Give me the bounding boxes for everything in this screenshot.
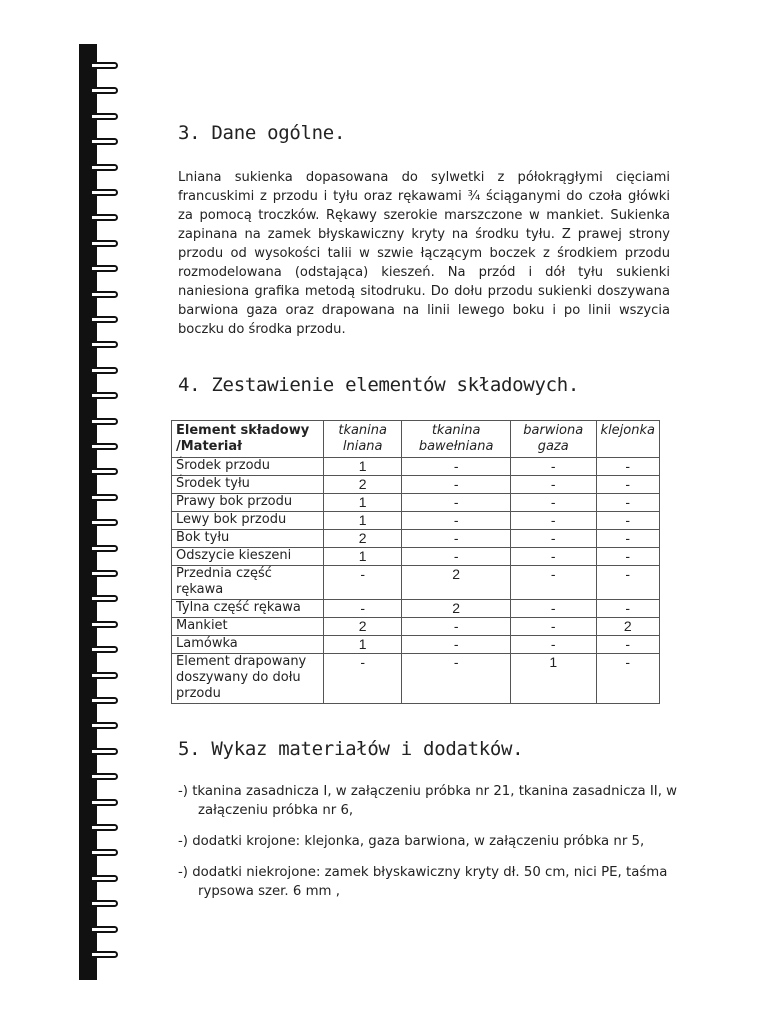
spiral-ring [92,595,118,602]
section-3-paragraph: Lniana sukienka dopasowana do sylwetki z półokrągłymi cięciami francuskimi z przodu i tyłu oraz rękawami ¾ ściąganymi do czoła główki za pomocą troczków. Rękawy szerokie marszczone w mankiet. Sukienka zapinana na zamek błyskawiczny kryty na środku tyłu. Z prawej strony przodu od wysokości talii w szwie łączącym boczek z środkiem przodu rozmodelowana (odstająca) kieszeń. Na przód i dół tyłu sukienki naniesiona grafika metodą sitodruku. Do dołu przodu sukienki doszywana barwiona gaza oraz drapowana na linii lewego boku i po linii wszycia boczku do środka przodu. [178,170,670,337]
quantity-cell: - [596,530,659,548]
section-3-heading: 3. Dane ogólne. [178,122,346,144]
spiral-ring [92,621,118,628]
list-item: -) dodatki niekrojone: zamek błyskawiczny kryty dł. 50 cm, nici PE, taśma rypsowa szer. 6 mm , [178,865,668,899]
quantity-cell: - [510,494,596,512]
quantity-cell: - [596,494,659,512]
spiral-ring [92,545,118,552]
spiral-ring [92,468,118,475]
quantity-cell: 1 [324,636,402,654]
quantity-cell: - [402,636,511,654]
quantity-cell: - [402,548,511,566]
quantity-cell: - [324,654,402,704]
element-name-cell: Mankiet [172,618,324,636]
quantity-cell: - [402,654,511,704]
spiral-ring [92,697,118,704]
spiral-ring [92,138,118,145]
quantity-cell: 2 [324,618,402,636]
spiral-ring [92,672,118,679]
quantity-cell: - [402,512,511,530]
spiral-ring [92,265,118,272]
list-item: -) dodatki krojone: klejonka, gaza barwiona, w załączeniu próbka nr 5, [178,834,645,849]
quantity-cell: 1 [324,494,402,512]
quantity-cell: - [324,566,402,600]
spiral-ring [92,62,118,69]
quantity-cell: - [402,494,511,512]
quantity-cell: - [510,476,596,494]
table-row [172,530,660,548]
spiral-ring [92,900,118,907]
quantity-cell: - [596,636,659,654]
spiral-ring [92,113,118,120]
table-row [172,512,660,530]
quantity-cell: - [596,476,659,494]
spiral-ring [92,799,118,806]
spiral-ring [92,519,118,526]
element-name-cell: Element drapowany doszywany do dołu przodu [172,654,324,704]
quantity-cell: - [510,530,596,548]
table-row [172,636,660,654]
spiral-ring [92,875,118,882]
spiral-ring [92,926,118,933]
spiral-ring [92,570,118,577]
element-name-cell: Lamówka [172,636,324,654]
quantity-cell: - [402,476,511,494]
quantity-cell: 1 [324,548,402,566]
quantity-cell: - [510,636,596,654]
spiral-ring [92,214,118,221]
quantity-cell: - [596,458,659,476]
spiral-ring [92,164,118,171]
quantity-cell: 1 [324,512,402,530]
spiral-ring [92,367,118,374]
spiral-ring [92,341,118,348]
element-name-cell: Tylna część rękawa [172,600,324,618]
quantity-cell: 2 [324,476,402,494]
spiral-ring [92,748,118,755]
quantity-cell: - [402,530,511,548]
quantity-cell: - [596,566,659,600]
list-item: -) tkanina zasadnicza I, w załączeniu próbka nr 21, tkanina zasadnicza II, w załączeniu próbka nr 6, [178,784,678,818]
table-row [172,566,660,600]
element-name-cell: Bok tyłu [172,530,324,548]
table-row [172,618,660,636]
quantity-cell: - [596,654,659,704]
table-header-cell: tkanina lniana [324,421,402,458]
spiral-ring [92,189,118,196]
quantity-cell: - [510,566,596,600]
spiral-ring [92,418,118,425]
table-row [172,654,660,704]
table-row [172,548,660,566]
spiral-ring [92,951,118,958]
spiral-ring [92,240,118,247]
section-5-heading: 5. Wykaz materiałów i dodatków. [178,738,524,760]
spiral-ring [92,824,118,831]
spiral-ring [92,316,118,323]
quantity-cell: - [596,512,659,530]
spiral-binding [79,44,97,980]
element-name-cell: Przednia część rękawa [172,566,324,600]
spiral-ring [92,87,118,94]
quantity-cell: - [324,600,402,618]
quantity-cell: 1 [324,458,402,476]
quantity-cell: 2 [324,530,402,548]
table-header-row [172,421,660,458]
quantity-cell: 2 [596,618,659,636]
quantity-cell: - [510,618,596,636]
quantity-cell: - [596,600,659,618]
quantity-cell: - [402,458,511,476]
spiral-ring [92,291,118,298]
quantity-cell: - [510,600,596,618]
section-4-heading: 4. Zestawienie elementów składowych. [178,374,580,396]
element-name-cell: Lewy bok przodu [172,512,324,530]
table-header-cell: Element składowy /Materiał [172,421,324,458]
table-header-cell: klejonka [596,421,659,458]
spiral-ring [92,849,118,856]
quantity-cell: 2 [402,600,511,618]
quantity-cell: - [596,548,659,566]
quantity-cell: - [510,548,596,566]
table-row [172,494,660,512]
quantity-cell: 2 [402,566,511,600]
element-name-cell: Prawy bok przodu [172,494,324,512]
table-row [172,476,660,494]
table-header-cell: tkanina bawełniana [402,421,511,458]
element-name-cell: Środek tyłu [172,476,324,494]
spiral-ring [92,773,118,780]
spiral-ring [92,722,118,729]
table-header-cell: barwiona gaza [510,421,596,458]
spiral-ring [92,392,118,399]
quantity-cell: - [402,618,511,636]
components-table [171,420,660,704]
quantity-cell: - [510,458,596,476]
element-name-cell: Odszycie kieszeni [172,548,324,566]
table-row [172,600,660,618]
quantity-cell: - [510,512,596,530]
element-name-cell: Środek przodu [172,458,324,476]
materials-list [178,782,678,913]
spiral-ring [92,494,118,501]
table-body [172,458,660,704]
spiral-ring [92,443,118,450]
table-row [172,458,660,476]
spiral-ring [92,646,118,653]
quantity-cell: 1 [510,654,596,704]
